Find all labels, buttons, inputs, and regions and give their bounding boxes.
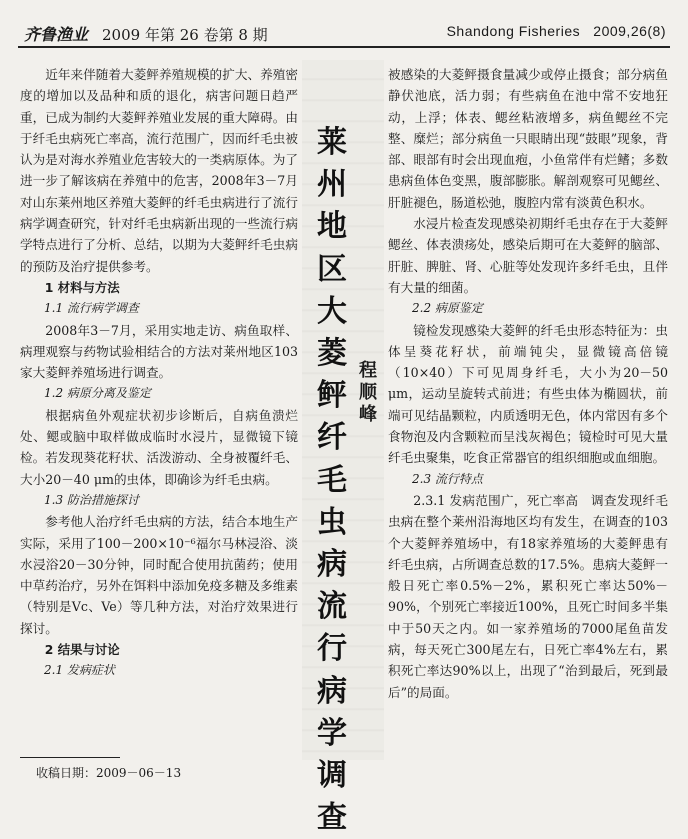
author-char: 程 xyxy=(359,360,377,381)
subsection-heading-1-3: 1.3 防治措施探讨 xyxy=(44,492,139,507)
author-char: 顺 xyxy=(359,382,377,403)
header-right xyxy=(447,23,666,39)
title-char: 虫 xyxy=(317,504,347,540)
title-char: 查 xyxy=(317,800,347,836)
title-char: 病 xyxy=(317,673,347,709)
subsection-heading-2-1: 2.1 发病症状 xyxy=(44,663,115,678)
section-heading-methods: 1 材料与方法 xyxy=(44,279,120,295)
right-column xyxy=(388,64,668,703)
title-char: 鲆 xyxy=(317,378,347,414)
issue-en: 2009,26(8) xyxy=(593,23,666,39)
title-char: 病 xyxy=(317,547,347,583)
title-char: 地 xyxy=(317,209,347,245)
paragraph-2-3-1: 2.3.1 发病范围广，死亡率高 调查发现纤毛虫病在整个莱州沿海地区均有发生，在调查的103个大菱鲆养殖场中，有18家养殖场的大菱鲆患有纤毛虫病，占所调查总数的17.5%。患病大菱鲆一般日死亡率0.5%－2%，累积死亡率达50%－90%，个别死亡率接近100%，且死亡时间多半集中于50天之内。如一家养殖场的7000尾鱼苗发病，每天死亡300尾左右，日死亡率4%左右，累积死亡率达90%以上，出现了“治到最后，死到最后”的局面。 xyxy=(388,492,668,700)
footnote-rule xyxy=(20,757,120,758)
title-char: 区 xyxy=(317,251,347,287)
issue-label: 2009 年第 26 卷第 8 期 xyxy=(102,26,268,44)
subsection-heading-2-3: 2.3 流行特点 xyxy=(412,471,483,486)
title-char: 流 xyxy=(317,589,347,625)
title-char: 学 xyxy=(317,715,347,751)
paragraph-1-1: 2008年3－7月，采用实地走访、病鱼取样、病理观察与药物试验相结合的方法对莱州地区103家大菱鲆养殖场进行调查。 xyxy=(20,322,298,381)
running-header xyxy=(18,20,670,48)
subsection-heading-1-1: 1.1 流行病学调查 xyxy=(44,301,139,316)
title-char: 调 xyxy=(317,758,347,794)
title-char: 纤 xyxy=(317,420,347,456)
author-char: 峰 xyxy=(359,404,377,425)
title-char: 莱 xyxy=(317,125,347,160)
article-title xyxy=(312,122,352,839)
received-date: 收稿日期：2009－06－13 xyxy=(36,766,182,780)
title-char: 菱 xyxy=(317,336,347,372)
water-mount-paragraph: 水浸片检查发现感染初期纤毛虫存在于大菱鲆鳃丝、体表溃疡处，感染后期可在大菱鲆的脑部、肝脏、脾脏、肾、心脏等处发现许多纤毛虫，且伴有大量的细菌。 xyxy=(388,216,668,295)
journal-name-en: Shandong Fisheries xyxy=(446,23,581,39)
title-char: 大 xyxy=(317,293,347,329)
left-column xyxy=(20,64,298,682)
subsection-heading-2-2: 2.2 病原鉴定 xyxy=(412,301,483,316)
journal-logo: 齐鲁渔业 xyxy=(24,25,89,44)
intro-paragraph: 近年来伴随着大菱鲆养殖规模的扩大、养殖密度的增加以及品种和质的退化，病害问题日趋严重，已成为制约大菱鲆养殖业发展的重大障碍。由于纤毛虫病死亡率高，流行范围广，因而纤毛虫被认为是对海水养殖业危害较大的一类病原体。为了进一步了解该病在养殖中的危害，2008年3－7月对山东莱州地区养殖大菱鲆的纤毛虫病进行了流行病学调查研究，针对纤毛虫病新出现的一些流行病学特点进行了分析、总结，以期为大菱鲆纤毛虫病的预防及治疗提供参考。 xyxy=(20,67,298,274)
article-author xyxy=(357,360,379,426)
section-heading-results: 2 结果与讨论 xyxy=(44,642,120,658)
title-char: 行 xyxy=(317,631,347,667)
subsection-heading-1-2: 1.2 病原分离及鉴定 xyxy=(44,386,151,401)
header-left xyxy=(24,22,268,45)
title-char: 州 xyxy=(317,167,347,203)
title-char: 毛 xyxy=(317,462,347,498)
paragraph-1-3: 参考他人治疗纤毛虫病的方法，结合本地生产实际，采用了100－200×10⁻⁶福尔马林浸浴、淡水浸浴20－30分钟，同时配合使用抗菌药；使用中草药治疗，另外在饵料中添加免疫多糖及多维素（特别是Vc、Ve）等几种方法，对治疗效果进行探讨。 xyxy=(20,514,298,636)
paragraph-1-2: 根据病鱼外观症状初步诊断后，自病鱼溃烂处、鳃或脑中取样做成临时水浸片，显微镜下镜检。若发现葵花籽状、活泼游动、全身被覆纤毛、大小20－40 μm的虫体，即确诊为纤毛虫病。 xyxy=(20,407,298,487)
symptom-paragraph: 被感染的大菱鲆摄食量减少或停止摄食；部分病鱼静伏池底，活力弱；有些病鱼在池中常不安地狂动，上浮；体表、鳃丝粘液增多，病鱼鳃丝不完整、糜烂；部分病鱼一只眼睛出现“鼓眼”现象，背部、眼部有时会出现血疱，小鱼常伴有烂鳍；多数患病鱼体色变黑，腹部膨胀。解剖观察可见鳃丝、肝脏褪色，肠道松弛，腹腔内常有淡黄色积水。 xyxy=(388,67,668,210)
paragraph-2-2: 镜检发现感染大菱鲆的纤毛虫形态特征为：虫体呈葵花籽状，前端钝尖，显微镜高倍镜（10×40）下可见周身纤毛，大小为20－50 μm，运动呈旋转式前进；有些虫体为椭圆状，前端可见结晶颗粒，内质透明无色，体内常因有多个食物泡及内含颗粒而呈浅灰褐色；镜检时可见大量纤毛虫聚集，吃食正常器官的组织细胞或血细胞。 xyxy=(388,322,668,466)
